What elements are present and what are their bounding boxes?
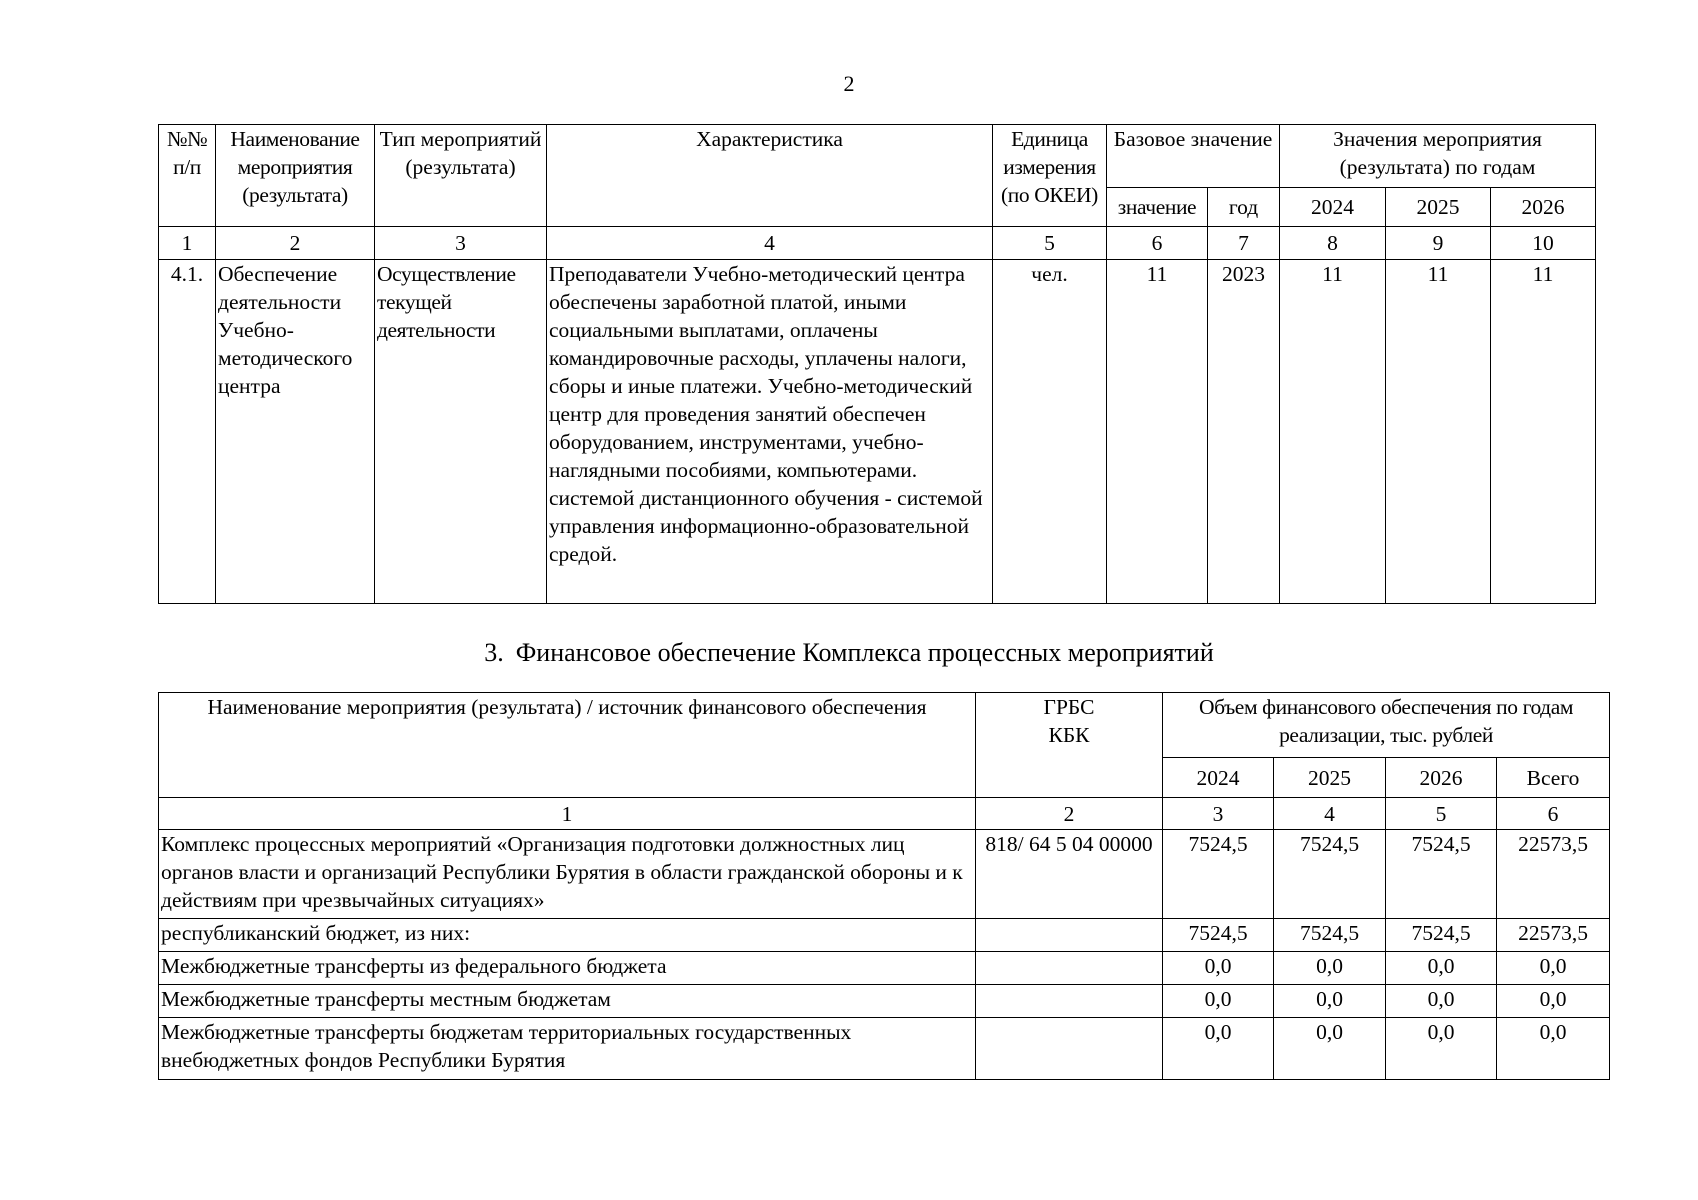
- finance-row-2026: 7524,5: [1386, 830, 1497, 919]
- finance-row-2025: 0,0: [1274, 952, 1386, 985]
- finance-header-name: Наименование мероприятия (результата) / источник финансового обеспечения: [159, 693, 976, 798]
- finance-column-numbers-row: [159, 798, 1610, 830]
- header-year-2024: 2024: [1280, 188, 1386, 227]
- finance-row-code: [976, 952, 1163, 985]
- header-year-2025: 2025: [1386, 188, 1491, 227]
- finance-row-2026: 0,0: [1386, 985, 1497, 1018]
- finance-row-name: Межбюджетные трансферты бюджетам территориальных государственных внебюджетных фондов Республики Бурятия: [159, 1018, 976, 1080]
- header-name: Наименование мероприятия (результата): [216, 125, 375, 227]
- row-base-year: 2023: [1208, 260, 1280, 604]
- header-characteristic: Характеристика: [547, 125, 993, 227]
- row-type: Осуществление текущей деятельности: [375, 260, 547, 604]
- col-number: 4: [547, 227, 993, 260]
- header-num: №№ п/п: [159, 125, 216, 227]
- col-number: 3: [375, 227, 547, 260]
- finance-header-2024: 2024: [1163, 758, 1274, 798]
- finance-row-2024: 7524,5: [1163, 919, 1274, 952]
- header-type: Тип мероприятий (результата): [375, 125, 547, 227]
- finance-header-total: Всего: [1497, 758, 1610, 798]
- table-row: [159, 830, 1610, 919]
- finance-row-code: 818/ 64 5 04 00000: [976, 830, 1163, 919]
- header-base-year: год: [1208, 188, 1280, 227]
- col-number: 2: [976, 798, 1163, 830]
- finance-table: [158, 692, 1610, 1080]
- finance-header-code: [976, 693, 1163, 798]
- table-row: [159, 260, 1596, 604]
- row-value-2025: 11: [1386, 260, 1491, 604]
- header-base: Базовое значение: [1107, 125, 1280, 188]
- finance-row-name: Межбюджетные трансферты местным бюджетам: [159, 985, 976, 1018]
- finance-row-2026: 0,0: [1386, 952, 1497, 985]
- table-row: [159, 952, 1610, 985]
- col-number: 9: [1386, 227, 1491, 260]
- finance-row-2024: 0,0: [1163, 985, 1274, 1018]
- finance-row-name: Комплекс процессных мероприятий «Организация подготовки должностных лиц органов власти и организаций Республики Бурятия в области гражданской обороны и к действиям при чрезвычайных ситуациях»: [159, 830, 976, 919]
- finance-row-2025: 7524,5: [1274, 919, 1386, 952]
- finance-header-volume: Объем финансового обеспечения по годам реализации, тыс. рублей: [1163, 693, 1610, 758]
- activities-column-numbers-row: [159, 227, 1596, 260]
- col-number: 1: [159, 798, 976, 830]
- col-number: 7: [1208, 227, 1280, 260]
- header-kbk: КБК: [1048, 723, 1090, 747]
- finance-row-name: Межбюджетные трансферты из федерального бюджета: [159, 952, 976, 985]
- col-number: 2: [216, 227, 375, 260]
- finance-row-total: 22573,5: [1497, 830, 1610, 919]
- finance-row-2026: 7524,5: [1386, 919, 1497, 952]
- col-number: 6: [1497, 798, 1610, 830]
- finance-row-total: 0,0: [1497, 1018, 1610, 1080]
- finance-row-2025: 0,0: [1274, 985, 1386, 1018]
- finance-row-2026: 0,0: [1386, 1018, 1497, 1080]
- activities-header-row: [159, 125, 1596, 188]
- header-year-2026: 2026: [1491, 188, 1596, 227]
- row-base-value: 11: [1107, 260, 1208, 604]
- finance-row-code: [976, 1018, 1163, 1080]
- finance-row-2025: 0,0: [1274, 1018, 1386, 1080]
- row-unit: чел.: [993, 260, 1107, 604]
- row-value-2026: 11: [1491, 260, 1596, 604]
- finance-row-total: 22573,5: [1497, 919, 1610, 952]
- col-number: 6: [1107, 227, 1208, 260]
- table-row: [159, 919, 1610, 952]
- section-title-text: Финансовое обеспечение Комплекса процессных мероприятий: [515, 638, 1214, 667]
- finance-row-total: 0,0: [1497, 985, 1610, 1018]
- finance-row-code: [976, 919, 1163, 952]
- col-number: 4: [1274, 798, 1386, 830]
- finance-row-2024: 0,0: [1163, 952, 1274, 985]
- row-num: 4.1.: [159, 260, 216, 604]
- header-grbs: ГРБС: [1043, 695, 1095, 719]
- header-unit: Единица измерения (по ОКЕИ): [993, 125, 1107, 227]
- col-number: 5: [1386, 798, 1497, 830]
- col-number: 10: [1491, 227, 1596, 260]
- finance-row-2024: 7524,5: [1163, 830, 1274, 919]
- row-value-2024: 11: [1280, 260, 1386, 604]
- col-number: 1: [159, 227, 216, 260]
- section-title: [0, 636, 1698, 670]
- col-number: 8: [1280, 227, 1386, 260]
- page-number: 2: [843, 71, 855, 96]
- table-row: [159, 985, 1610, 1018]
- finance-row-code: [976, 985, 1163, 1018]
- section-number: 3.: [484, 638, 504, 667]
- row-name: Обеспечение деятельности Учебно-методического центра: [216, 260, 375, 604]
- finance-row-name: республиканский бюджет, из них:: [159, 919, 976, 952]
- col-number: 3: [1163, 798, 1274, 830]
- finance-row-total: 0,0: [1497, 952, 1610, 985]
- header-base-value: значение: [1107, 188, 1208, 227]
- finance-header-row: [159, 693, 1610, 758]
- finance-row-2025: 7524,5: [1274, 830, 1386, 919]
- finance-header-2026: 2026: [1386, 758, 1497, 798]
- header-values-by-year: Значения мероприятия (результата) по годам: [1280, 125, 1596, 188]
- activities-table: [158, 124, 1596, 604]
- finance-row-2024: 0,0: [1163, 1018, 1274, 1080]
- table-row: [159, 1018, 1610, 1080]
- row-characteristic: Преподаватели Учебно-методический центра обеспечены заработной платой, иными социальными выплатами, оплачены командировочные расходы, уплачены налоги, сборы и иные платежи. Учебно-методический центр для проведения занятий обеспечен оборудованием, инструментами, учебно-наглядными пособиями, компьютерами. системой дистанционного обучения - системой управления информационно-образовательной средой.: [547, 260, 993, 604]
- col-number: 5: [993, 227, 1107, 260]
- finance-header-2025: 2025: [1274, 758, 1386, 798]
